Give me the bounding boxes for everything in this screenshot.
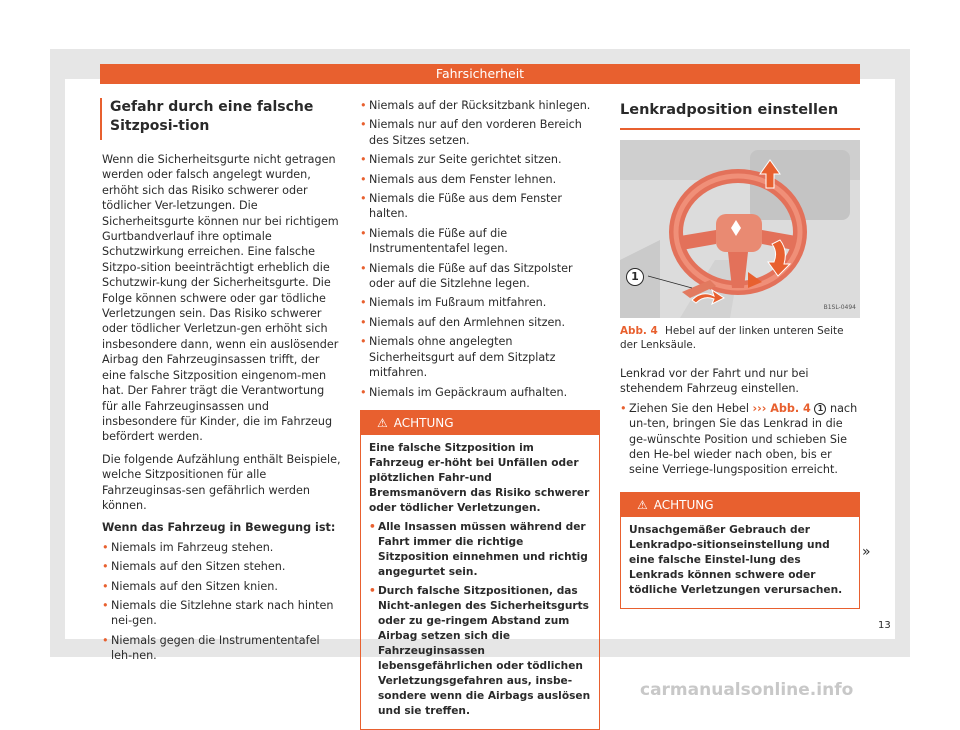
list-item: • Niemals aus dem Fenster lehnen. [360,172,600,187]
middle-column [360,98,600,730]
warning-header [621,493,859,517]
warning-list [369,520,591,719]
step-text-post: nach un-ten, bringen Sie das Lenkrad in die ge-wünschte Position und schieben Sie den He-bel wieder nach oben, bis er seine Verriege-lungsposition erreicht. [629,401,858,477]
warning-triangle-icon: ⚠ [377,415,388,430]
section-header: Fahrsicherheit [100,64,860,84]
steering-wheel-figure [620,140,860,318]
subheading-in-motion: Wenn das Fahrzeug in Bewegung ist: [102,521,336,535]
list-item: • Niemals im Fahrzeug stehen. [102,540,342,555]
list-item: • Niemals im Fußraum mitfahren. [360,295,600,310]
step-text-pre: Ziehen Sie den Hebel [629,401,749,415]
warning-triangle-icon: ⚠ [637,497,648,512]
list-item: • Niemals im Gepäckraum aufhalten. [360,385,600,400]
right-column [620,98,860,609]
figure-label: Abb. 4 [620,325,658,337]
figure-caption-text: Hebel auf der linken unteren Seite der Lenksäule. [620,325,844,351]
page-number: 13 [878,620,891,631]
steering-steps [620,401,860,478]
steering-intro: Lenkrad vor der Fahrt und nur bei stehendem Fahrzeug einstellen. [620,367,809,396]
list-item [620,401,860,478]
warning-text: Unsachgemäßer Gebrauch der Lenkradpo-sitionseinstellung und eine falsche Einstel-lung des Lenkrads können schwere oder tödliche Verletzungen verursachen. [629,523,843,596]
list-item: • Niemals die Sitzlehne stark nach hinten nei-gen. [102,598,342,629]
left-list [102,540,342,664]
list-item: • Niemals die Füße auf die Instrumententafel legen. [360,226,600,257]
figure-callout: 1 [626,268,644,286]
warning-body [361,435,599,729]
steering-wheel-illustration [620,140,860,318]
list-item: • Niemals nur auf den vorderen Bereich des Sitzes setzen. [360,117,600,148]
list-item: • Alle Insassen müssen während der Fahrt immer die richtige Sitzposition einnehmen und richtig angegurtet sein. [369,520,591,580]
list-item: • Niemals auf der Rücksitzbank hinlegen. [360,98,600,113]
middle-list [360,98,600,400]
warning-body [621,517,859,608]
warning-box [620,492,860,609]
list-item: • Niemals gegen die Instrumententafel leh-nen. [102,633,342,664]
warning-box [360,410,600,730]
figure-code: B1SL-0494 [823,303,856,311]
warning-text: Eine falsche Sitzposition im Fahrzeug er-höht bei Unfällen oder plötzlichen Fahr-und Bremsmanövern das Risiko schwerer oder tödlicher Verletzungen. [369,441,590,514]
watermark: carmanualsonline.info [640,680,854,700]
list-item: • Niemals die Füße aus dem Fenster halten. [360,191,600,222]
heading-sitzposition: Gefahr durch eine falsche Sitzposi-tion [100,98,342,140]
list-item: • Niemals zur Seite gerichtet sitzen. [360,152,600,167]
list-item: • Niemals auf den Armlehnen sitzen. [360,315,600,330]
list-item: • Niemals auf den Sitzen stehen. [102,559,342,574]
list-item: • Durch falsche Sitzpositionen, das Nicht-anlegen des Sicherheitsgurts oder zu ge-ringem Abstand zum Airbag setzen sich die Fahrzeuginsassen lebensgefährlichen oder tödlichen Verletzungsgefahren aus, insbe-sondere wenn die Airbags auslösen und sie treffen. [369,584,591,719]
intro-paragraph: Wenn die Sicherheitsgurte nicht getragen werden oder falsch angelegt wurden, erhöht sich das Risiko schwerer oder tödlicher Ver-letzungen. Die Sicherheitsgurte können nur bei richtigem Gurtbandverlauf ihre optimale Schutzwirkung erreichen. Eine falsche Sitzpo-sition beeinträchtigt erheblich die Schutzwir-kung der Sicherheitsgurte. Die Folge können schwere oder gar tödliche Verletzungen sein. Das Risiko schwerer oder tödlicher Verletzun-gen erhöht sich insbesondere dann, wenn ein auslösender Airbag den Fahrzeuginsassen trifft, der eine falsche Sitzposition eingenom-men hat. Der Fahrer trägt die Verantwortung für alle Fahrzeuginsassen und insbesondere für Kinder, die im Fahrzeug befördert werden. [102,153,339,444]
callout-number: 1 [814,403,826,415]
warning-title: ACHTUNG [653,497,714,512]
warning-title: ACHTUNG [393,415,454,430]
left-column [102,98,342,664]
figure-reference-link[interactable]: ››› Abb. 4 [752,401,811,415]
heading-lenkrad: Lenkradposition einstellen [620,98,860,130]
list-item: • Niemals ohne angelegten Sicherheitsgurt auf dem Sitzplatz mitfahren. [360,334,600,380]
continue-arrow-icon: » [862,544,871,560]
examples-paragraph: Die folgende Aufzählung enthält Beispiele, welche Sitzpositionen für alle Fahrzeuginsas-sen gefährlich werden können. [102,452,341,512]
figure-caption [620,324,860,352]
warning-header [361,411,599,435]
list-item: • Niemals auf den Sitzen knien. [102,579,342,594]
list-item: • Niemals die Füße auf das Sitzpolster oder auf die Sitzlehne legen. [360,261,600,292]
